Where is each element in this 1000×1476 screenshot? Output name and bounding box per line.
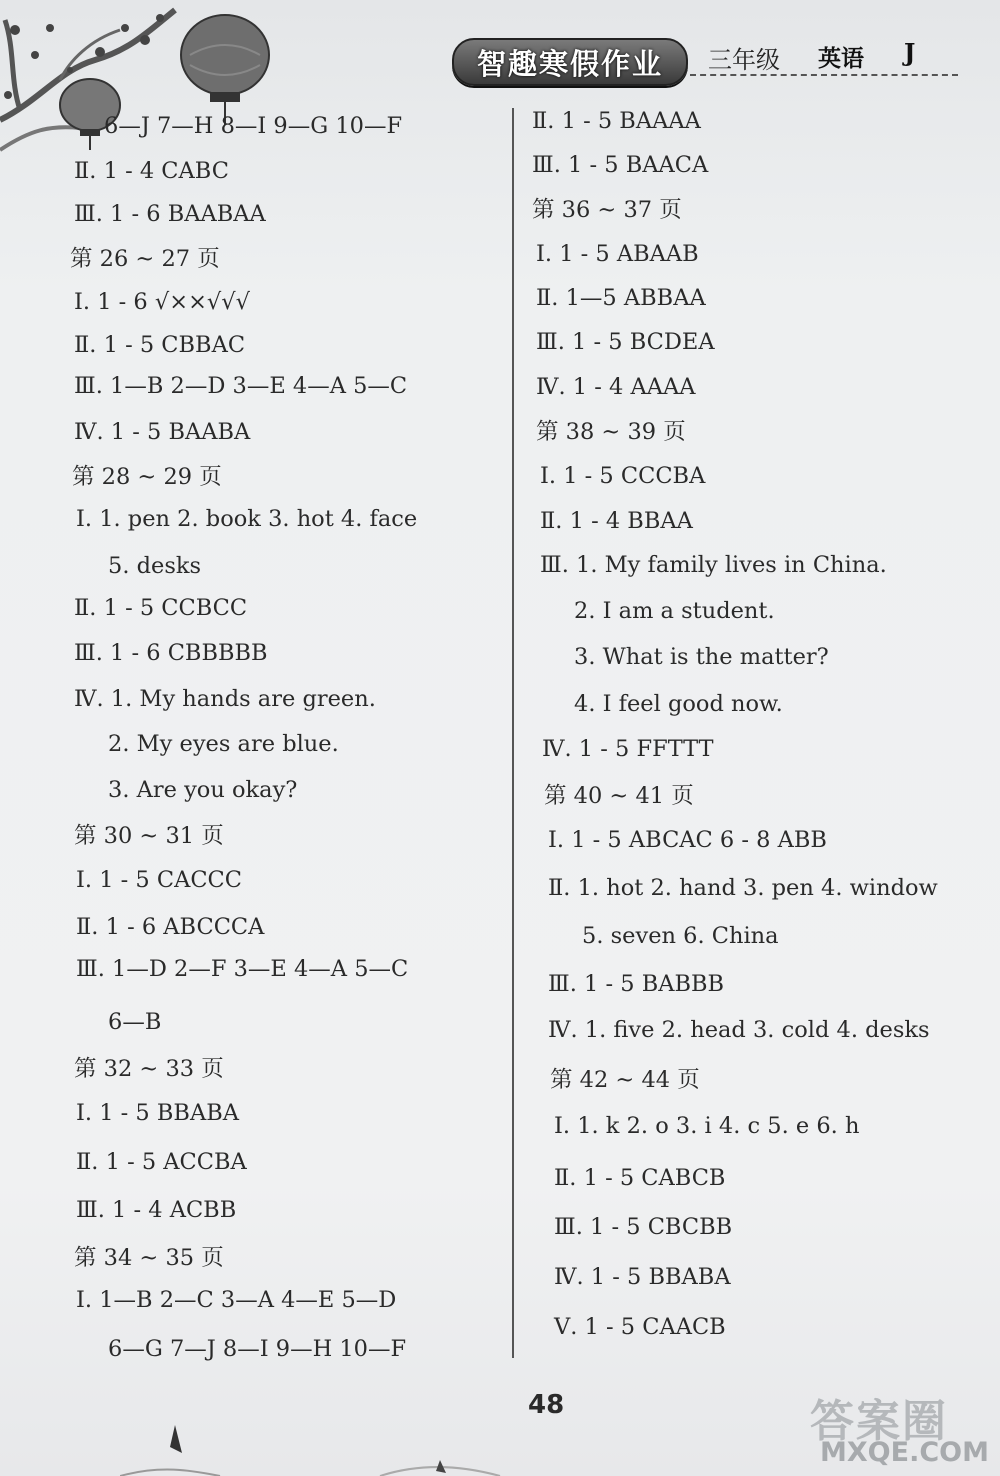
answer-line: Ⅱ. 1 - 5 ACCBA xyxy=(76,1149,247,1175)
answer-line: 6—J 7—H 8—I 9—G 10—F xyxy=(104,113,403,139)
subject-label: 英语 xyxy=(818,46,864,72)
grade-label: 三年级 xyxy=(708,46,780,74)
answer-line: Ⅰ. 1 - 5 CACCC xyxy=(76,867,242,893)
answer-line: Ⅱ. 1 - 5 BAAAA xyxy=(532,108,701,134)
answer-line: Ⅱ. 1 - 5 CCBCC xyxy=(74,595,248,621)
answer-line: Ⅱ. 1 - 4 BBAA xyxy=(540,508,693,534)
answer-line: 2. My eyes are blue. xyxy=(108,731,339,757)
answer-line: 3. Are you okay? xyxy=(108,777,298,803)
page-range-heading: 第 42 ~ 44 页 xyxy=(550,1067,700,1093)
answer-line: Ⅲ. 1 - 6 BAABAA xyxy=(74,201,266,227)
answer-line: Ⅱ. 1—5 ABBAA xyxy=(536,285,706,311)
page-range-heading: 第 38 ~ 39 页 xyxy=(536,419,686,445)
answer-line: Ⅰ. 1. k 2. o 3. i 4. c 5. e 6. h xyxy=(554,1113,860,1139)
edition-label: J xyxy=(904,38,916,67)
page-range-heading: 第 34 ~ 35 页 xyxy=(74,1245,224,1271)
answer-line: 5. seven 6. China xyxy=(582,923,779,949)
answer-line: Ⅳ. 1 - 5 BBABA xyxy=(554,1264,731,1290)
answer-line: Ⅱ. 1 - 4 CABC xyxy=(74,158,229,184)
page-range-heading: 第 30 ~ 31 页 xyxy=(74,823,224,849)
answer-line: Ⅲ. 1 - 5 BAACA xyxy=(532,152,709,178)
answer-line: Ⅲ. 1 - 5 BABBB xyxy=(548,971,725,997)
answer-line: Ⅱ. 1 - 5 CBBAC xyxy=(74,332,246,358)
answer-line: Ⅰ. 1 - 5 ABCAC 6 - 8 ABB xyxy=(548,827,827,853)
answer-line: Ⅱ. 1. hot 2. hand 3. pen 4. window xyxy=(548,875,938,901)
answer-line: Ⅱ. 1 - 6 ABCCCA xyxy=(76,914,265,940)
answer-line: Ⅰ. 1—B 2—C 3—A 4—E 5—D xyxy=(76,1287,397,1313)
watermark-logo: 答案圈 xyxy=(810,1396,948,1447)
answer-line: Ⅳ. 1. My hands are green. xyxy=(74,686,376,712)
answer-line: Ⅲ. 1 - 5 CBCBB xyxy=(554,1214,733,1240)
answer-line: Ⅲ. 1—D 2—F 3—E 4—A 5—C xyxy=(76,956,409,982)
answer-line: 6—B xyxy=(108,1009,162,1035)
answer-line: 4. I feel good now. xyxy=(574,691,783,717)
column-divider xyxy=(512,108,514,1358)
page-range-heading: 第 32 ~ 33 页 xyxy=(74,1056,224,1082)
answer-line: Ⅰ. 1 - 5 CCCBA xyxy=(540,463,706,489)
answer-line: Ⅰ. 1 - 5 ABAAB xyxy=(536,241,699,267)
page-range-heading: 第 26 ~ 27 页 xyxy=(70,246,220,272)
page-number: 48 xyxy=(528,1390,565,1420)
answer-line: Ⅳ. 1 - 5 FFTTT xyxy=(542,736,714,762)
page-range-heading: 第 36 ~ 37 页 xyxy=(532,197,682,223)
answer-line: 5. desks xyxy=(108,553,202,579)
answer-line: 3. What is the matter? xyxy=(574,644,829,670)
page-range-heading: 第 40 ~ 41 页 xyxy=(544,783,694,809)
answer-line: Ⅴ. 1 - 5 CAACB xyxy=(554,1314,726,1340)
answer-line: Ⅳ. 1 - 4 AAAA xyxy=(536,374,696,400)
answer-line: 2. I am a student. xyxy=(574,598,775,624)
watermark xyxy=(810,1385,1000,1476)
header-dashed-rule xyxy=(690,74,958,76)
watermark-url: MXQE.COM xyxy=(820,1437,989,1468)
answer-line: Ⅱ. 1 - 5 CABCB xyxy=(554,1165,726,1191)
answer-line: Ⅳ. 1. five 2. head 3. cold 4. desks xyxy=(548,1017,930,1043)
answer-line: Ⅲ. 1 - 4 ACBB xyxy=(76,1197,237,1223)
answer-line: Ⅰ. 1 - 6 √××√√√ xyxy=(74,289,250,315)
answer-line: Ⅰ. 1. pen 2. book 3. hot 4. face xyxy=(76,506,418,532)
answer-line: Ⅰ. 1 - 5 BBABA xyxy=(76,1100,239,1126)
book-title: 智趣寒假作业 xyxy=(452,38,688,86)
bottom-ink-decoration xyxy=(120,1405,680,1476)
answer-line: Ⅲ. 1 - 5 BCDEA xyxy=(536,329,715,355)
answer-line: Ⅲ. 1. My family lives in China. xyxy=(540,552,887,578)
answer-line: Ⅳ. 1 - 5 BAABA xyxy=(74,419,251,445)
answer-line: Ⅲ. 1 - 6 CBBBBB xyxy=(74,640,268,666)
answer-line: 6—G 7—J 8—I 9—H 10—F xyxy=(108,1336,407,1362)
page-range-heading: 第 28 ~ 29 页 xyxy=(72,464,222,490)
answer-line: Ⅲ. 1—B 2—D 3—E 4—A 5—C xyxy=(74,373,408,399)
